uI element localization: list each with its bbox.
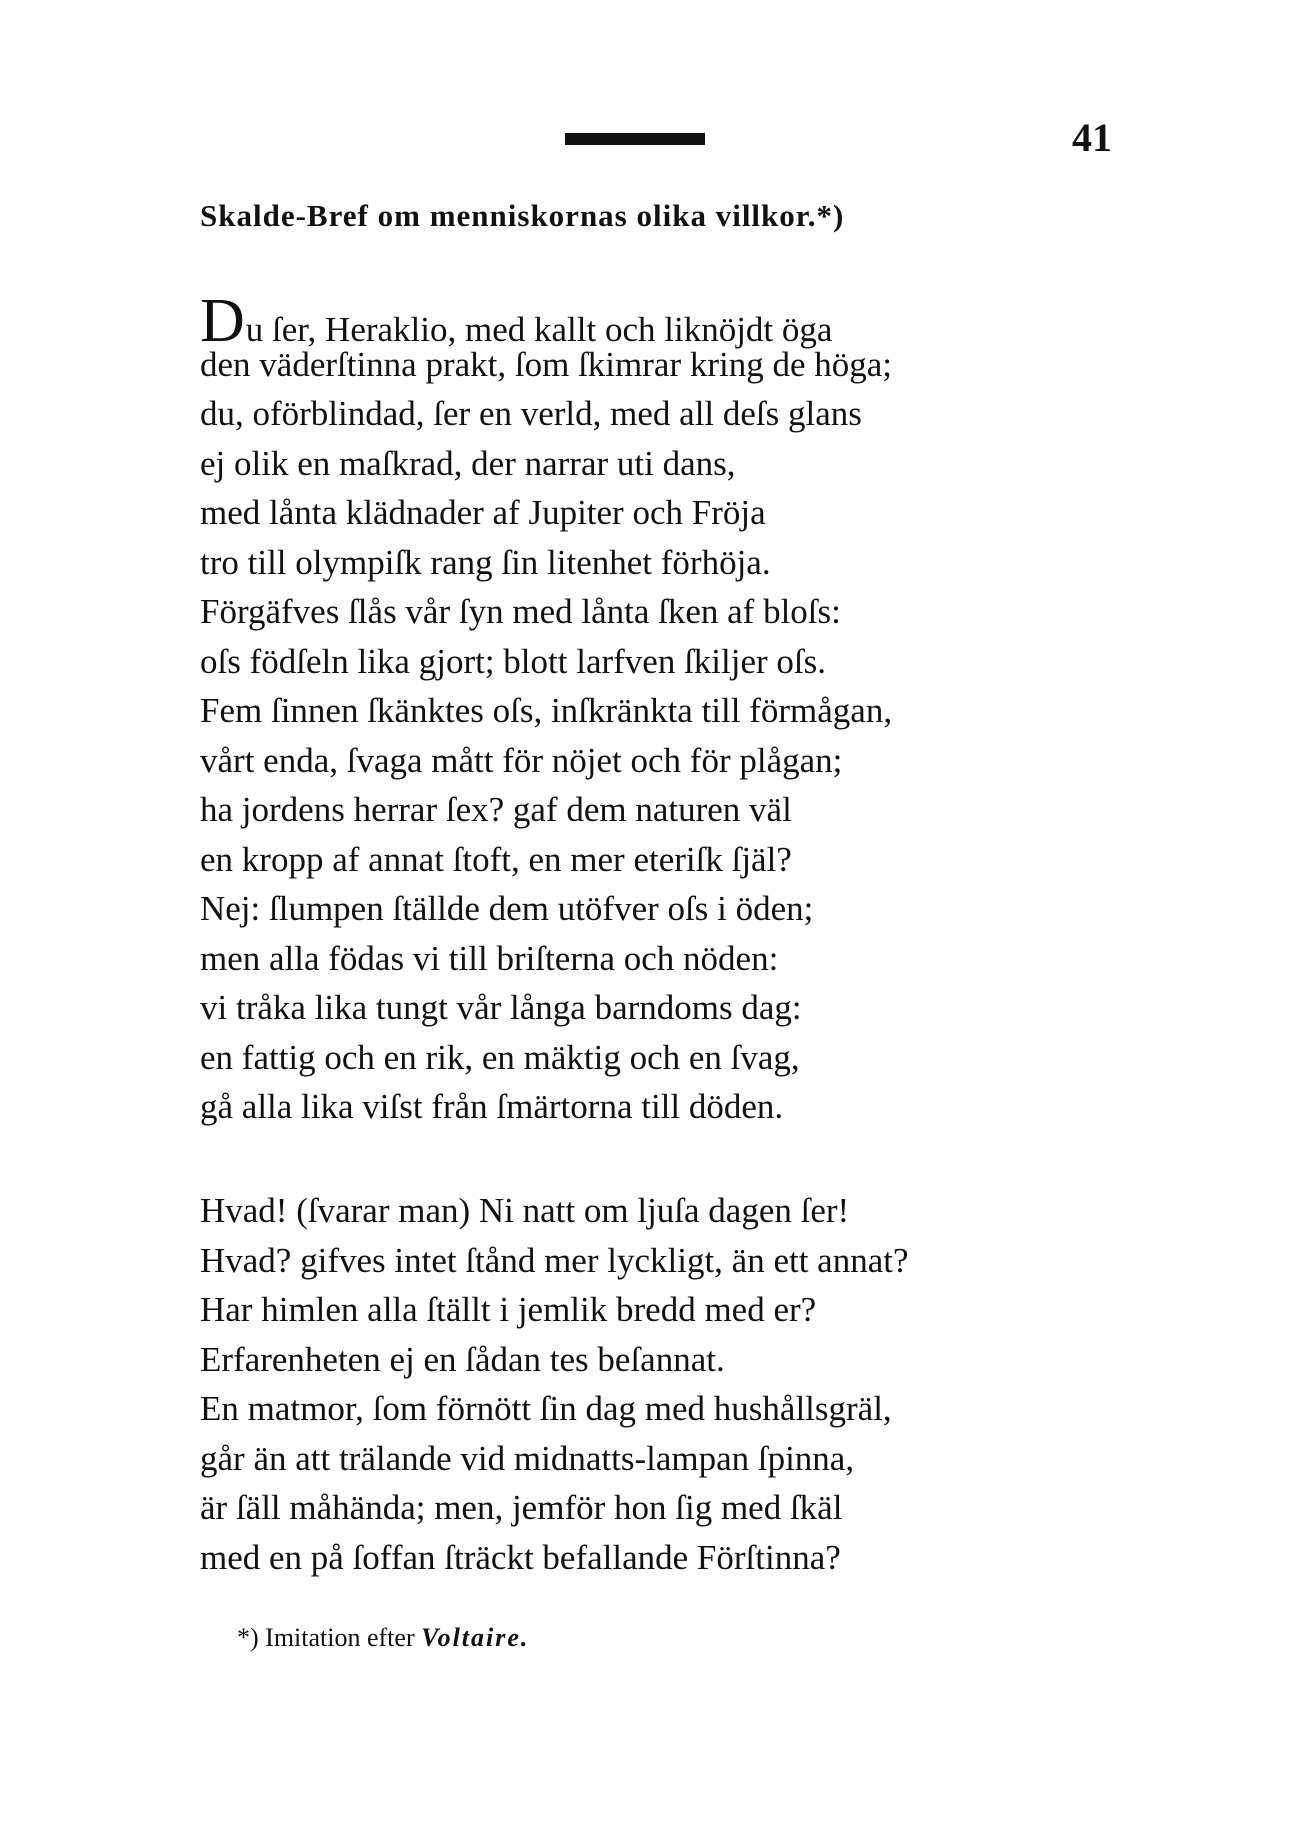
poem-line: Förgäfves ſlås vår ſyn med lånta ſken af bloſs: [200, 592, 841, 631]
drop-cap: D [200, 287, 245, 355]
poem-line: Har himlen alla ſtällt i jemlik bredd med er? [200, 1290, 817, 1329]
poem-line: Fem ſinnen ſkänktes oſs, inſkränkta till förmågan, [200, 691, 893, 730]
poem-line: en fattig och en rik, en mäktig och en ſvag, [200, 1037, 800, 1077]
poem-line: tro till olympiſk rang ſin litenhet förhöja. [200, 542, 771, 582]
header-rule [565, 133, 705, 145]
footnote [237, 1625, 529, 1651]
poem-line: är ſäll måhända; men, jemför hon ſig med ſkäl [200, 1488, 843, 1527]
poem-line-first [200, 287, 892, 355]
stanza-2 [200, 1186, 909, 1582]
poem-line: ha jordens herrar ſex? gaf dem naturen väl [200, 790, 792, 829]
poem-line: går än att trälande vid midnatts-lampan ſpinna, [200, 1438, 855, 1478]
footnote-marker: *) [237, 1623, 259, 1652]
poem-line: Hvad? gifves intet ſtånd mer lyckligt, än ett annat? [200, 1240, 909, 1280]
page-number: 41 [1072, 115, 1112, 160]
poem-line: den väderſtinna prakt, ſom ſkimrar kring de höga; [200, 344, 893, 384]
poem-line: vi tråka lika tungt vår långa barndoms dag: [200, 988, 802, 1027]
footnote-text: Imitation efter [265, 1623, 415, 1652]
poem-line: Erfarenheten ej en ſådan tes beſannat. [200, 1339, 725, 1379]
stanza-1 [200, 287, 893, 1132]
poem-line: gå alla lika viſst från ſmärtorna till döden. [200, 1087, 784, 1126]
footnote-author: Voltaire. [421, 1623, 530, 1652]
poem-line: En matmor, ſom förnött ſin dag med hushållsgräl, [200, 1389, 892, 1428]
first-line-text: u ſer, Heraklio, med kallt och liknöjdt öga [245, 310, 833, 349]
poem-line: med en på ſoffan ſträckt befallande Förſtinna? [200, 1537, 841, 1577]
poem-line: du, oförblindad, ſer en verld, med all deſs glans [200, 394, 862, 433]
poem-line: Hvad! (ſvarar man) Ni natt om ljuſa dagen ſer! [200, 1191, 850, 1230]
poem-line: med lånta klädnader af Jupiter och Fröja [200, 493, 766, 532]
poem-line: Nej: ſlumpen ſtällde dem utöfver oſs i öden; [200, 889, 814, 928]
poem-line: oſs födſeln lika gjort; blott larfven ſkiljer oſs. [200, 641, 827, 681]
poem-line: men alla födas vi till briſterna och nöden: [200, 938, 779, 978]
poem-line: vårt enda, ſvaga mått för nöjet och för plågan; [200, 740, 843, 780]
poem-line: en kropp af annat ſtoft, en mer eteriſk ſjäl? [200, 839, 792, 879]
poem-line: ej olik en maſkrad, der narrar uti dans, [200, 443, 736, 483]
poem-title: Skalde-Bref om menniskornas olika villkor.*) [200, 198, 845, 233]
